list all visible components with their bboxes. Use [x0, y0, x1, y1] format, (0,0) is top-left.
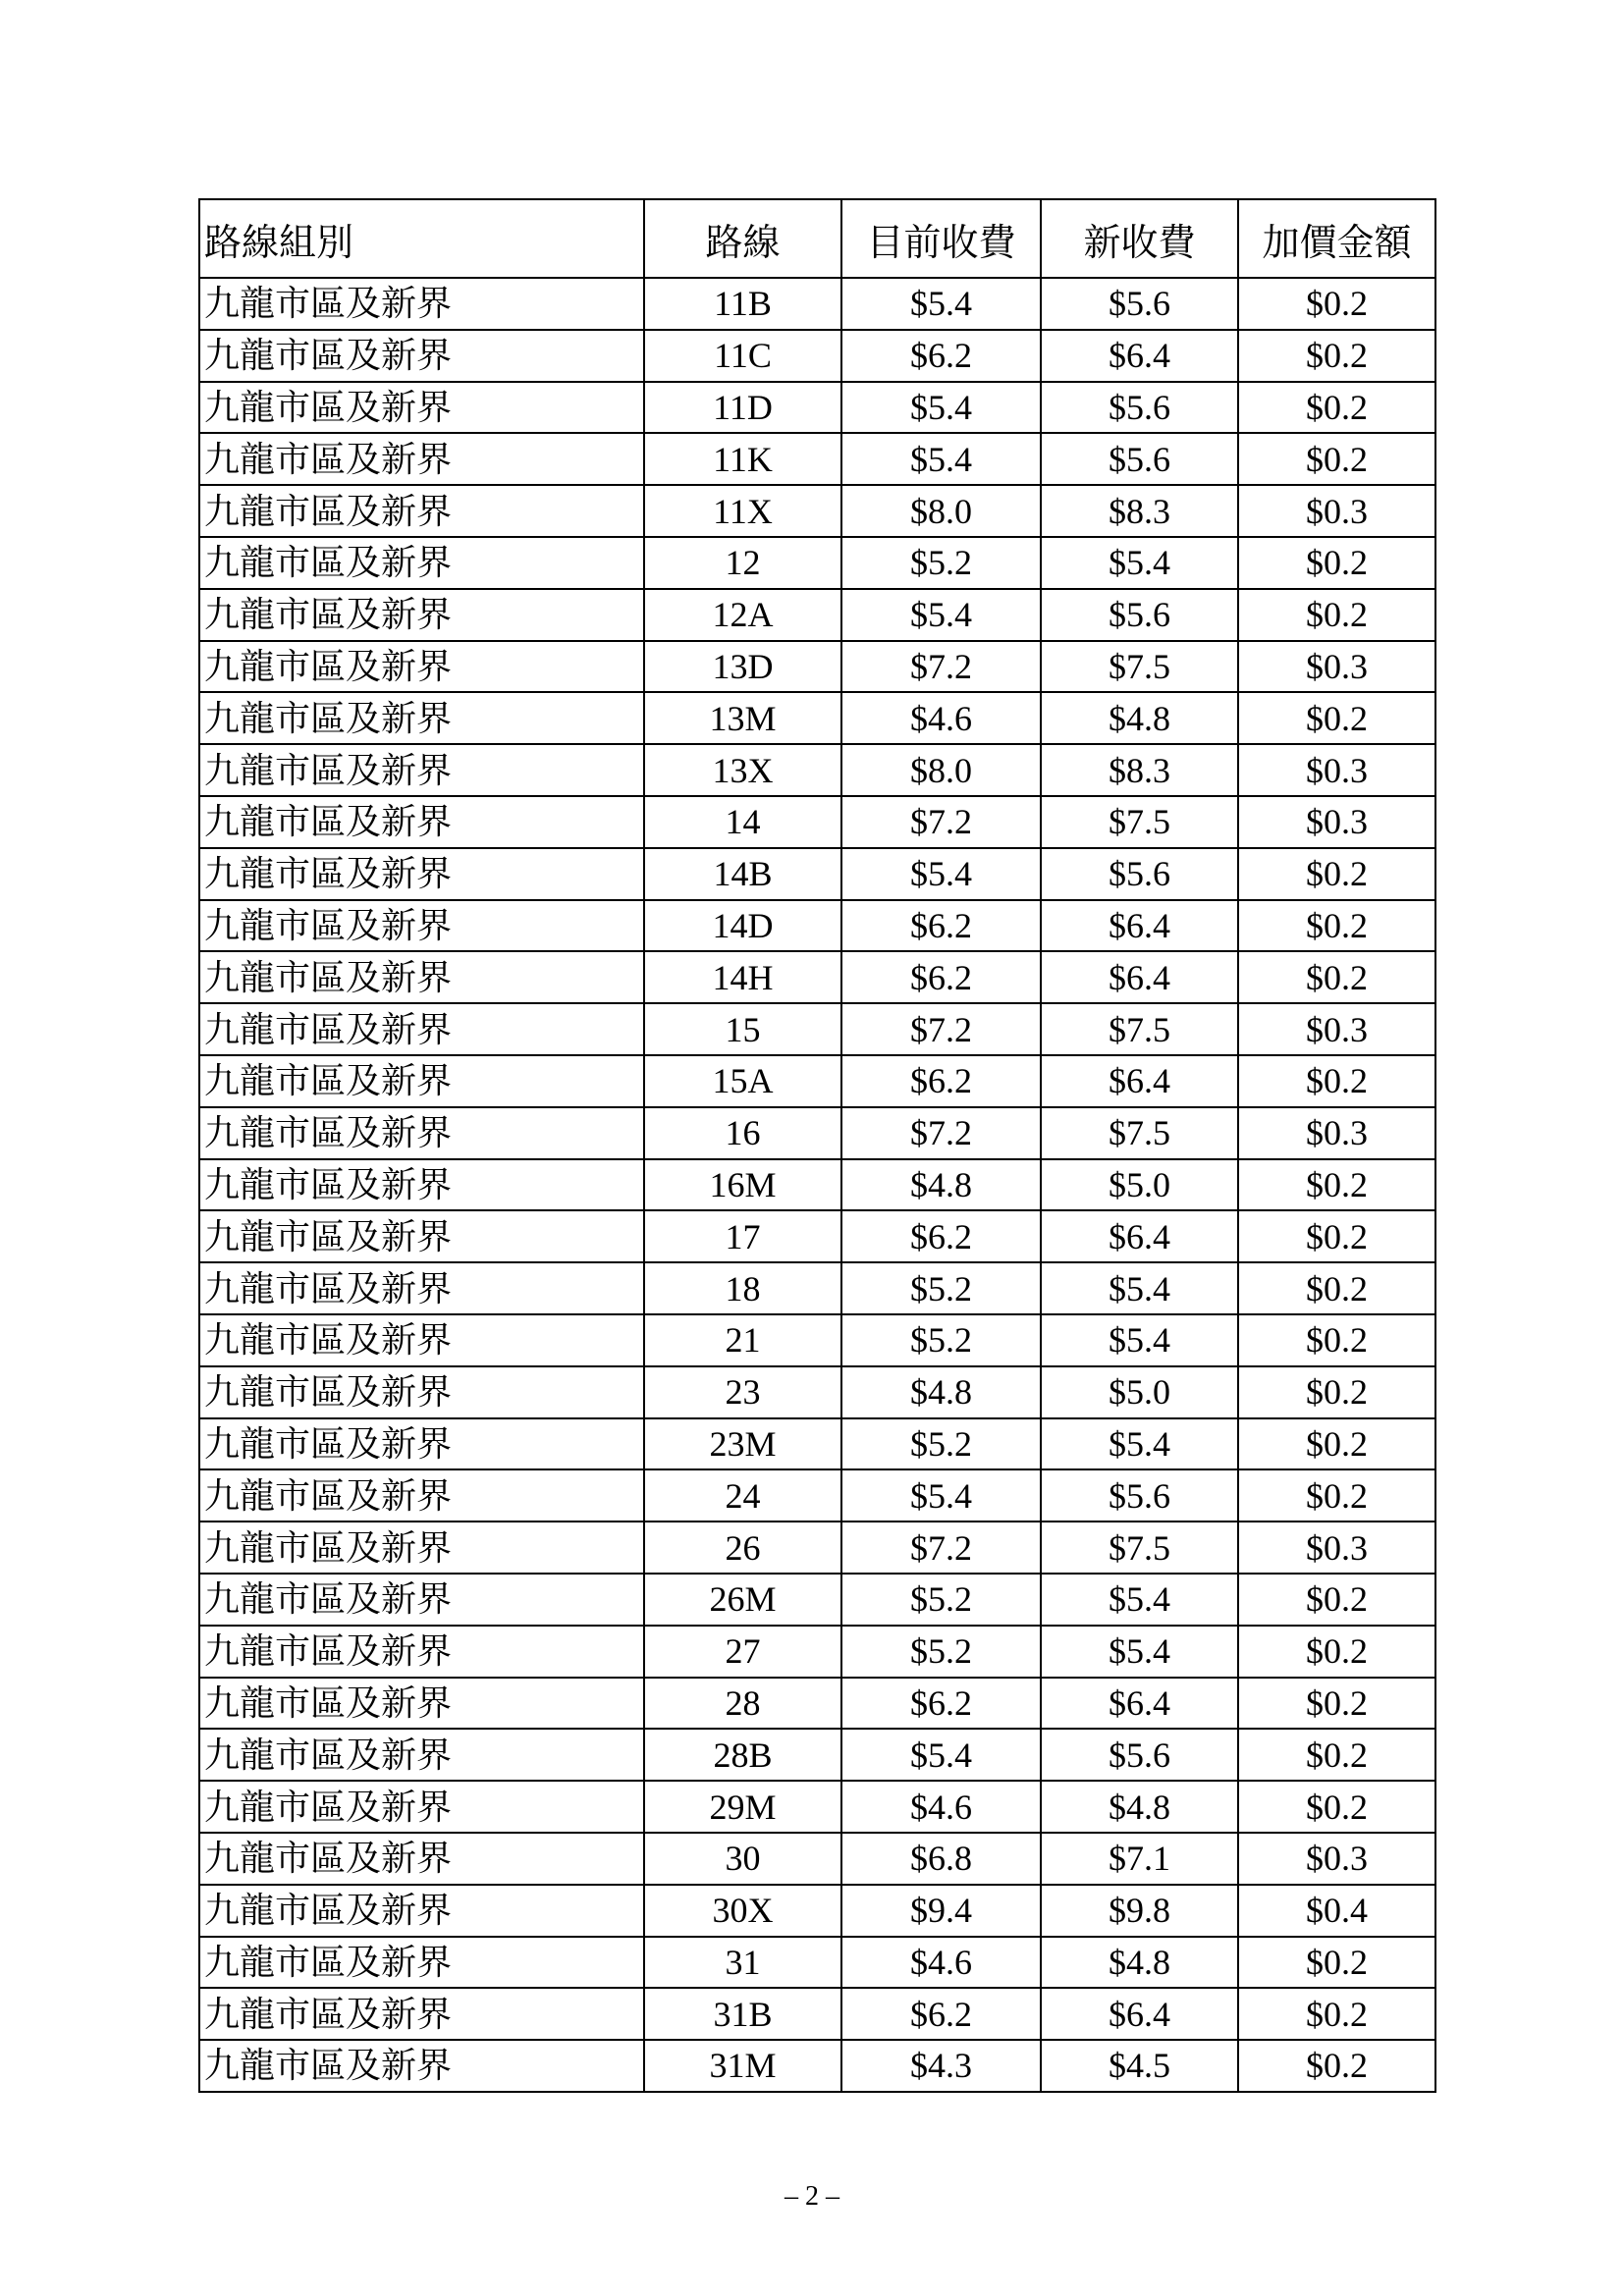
table-row: [199, 382, 1435, 434]
cell-current-fare: $9.4: [841, 1885, 1041, 1937]
cell-current-fare: $5.4: [841, 1729, 1041, 1781]
page-number: – 2 –: [785, 2181, 839, 2212]
cell-route: 23M: [644, 1418, 841, 1470]
table-row: [199, 796, 1435, 848]
cell-route: 12A: [644, 589, 841, 641]
cell-new-fare: $5.6: [1041, 1729, 1238, 1781]
cell-current-fare: $5.4: [841, 1469, 1041, 1522]
cell-route: 28B: [644, 1729, 841, 1781]
cell-route: 13M: [644, 692, 841, 744]
cell-new-fare: $5.6: [1041, 382, 1238, 434]
cell-new-fare: $8.3: [1041, 485, 1238, 537]
table-row: [199, 1833, 1435, 1885]
table-row: [199, 1469, 1435, 1522]
table-row: [199, 1366, 1435, 1418]
cell-current-fare: $5.2: [841, 1314, 1041, 1366]
cell-new-fare: $5.6: [1041, 1469, 1238, 1522]
cell-route: 21: [644, 1314, 841, 1366]
cell-new-fare: $5.6: [1041, 589, 1238, 641]
cell-current-fare: $5.4: [841, 278, 1041, 330]
cell-route: 11K: [644, 433, 841, 485]
cell-current-fare: $5.2: [841, 1262, 1041, 1314]
cell-increase: $0.4: [1238, 1885, 1435, 1937]
cell-route: 30X: [644, 1885, 841, 1937]
cell-new-fare: $5.6: [1041, 278, 1238, 330]
cell-increase: $0.3: [1238, 744, 1435, 796]
table-row: [199, 951, 1435, 1003]
table-body: [199, 278, 1435, 2092]
cell-new-fare: $6.4: [1041, 951, 1238, 1003]
cell-new-fare: $7.5: [1041, 641, 1238, 693]
table-row: [199, 485, 1435, 537]
cell-increase: $0.2: [1238, 1159, 1435, 1211]
cell-current-fare: $4.6: [841, 692, 1041, 744]
cell-route-group: 九龍市區及新界: [199, 278, 644, 330]
cell-route: 24: [644, 1469, 841, 1522]
table-row: [199, 1574, 1435, 1626]
cell-current-fare: $5.4: [841, 589, 1041, 641]
table-row: [199, 1522, 1435, 1574]
table-row: [199, 692, 1435, 744]
cell-route: 30: [644, 1833, 841, 1885]
cell-increase: $0.2: [1238, 1937, 1435, 1989]
cell-route: 26M: [644, 1574, 841, 1626]
cell-increase: $0.2: [1238, 692, 1435, 744]
cell-increase: $0.2: [1238, 1988, 1435, 2040]
table-row: [199, 1988, 1435, 2040]
cell-increase: $0.3: [1238, 485, 1435, 537]
cell-route: 12: [644, 537, 841, 589]
cell-new-fare: $7.5: [1041, 1522, 1238, 1574]
cell-increase: $0.2: [1238, 848, 1435, 900]
cell-new-fare: $6.4: [1041, 1678, 1238, 1730]
cell-current-fare: $7.2: [841, 641, 1041, 693]
cell-route: 18: [644, 1262, 841, 1314]
table-row: [199, 278, 1435, 330]
cell-route: 15A: [644, 1055, 841, 1107]
cell-current-fare: $5.4: [841, 433, 1041, 485]
cell-route: 11D: [644, 382, 841, 434]
cell-current-fare: $6.2: [841, 1678, 1041, 1730]
table-row: [199, 744, 1435, 796]
cell-increase: $0.2: [1238, 1678, 1435, 1730]
table-row: [199, 1729, 1435, 1781]
cell-current-fare: $4.3: [841, 2040, 1041, 2092]
cell-increase: $0.2: [1238, 1781, 1435, 1833]
cell-new-fare: $5.4: [1041, 1314, 1238, 1366]
cell-increase: $0.2: [1238, 1262, 1435, 1314]
cell-increase: $0.2: [1238, 589, 1435, 641]
cell-increase: $0.2: [1238, 1729, 1435, 1781]
cell-new-fare: $6.4: [1041, 330, 1238, 382]
cell-new-fare: $4.8: [1041, 692, 1238, 744]
table-row: [199, 1159, 1435, 1211]
table-header-row: [199, 199, 1435, 278]
cell-route-group: 九龍市區及新界: [199, 1107, 644, 1159]
cell-new-fare: $5.4: [1041, 537, 1238, 589]
header-route-group: 路線組別: [199, 199, 644, 278]
cell-route-group: 九龍市區及新界: [199, 330, 644, 382]
cell-increase: $0.2: [1238, 1210, 1435, 1262]
cell-new-fare: $7.5: [1041, 796, 1238, 848]
table-row: [199, 1885, 1435, 1937]
cell-new-fare: $8.3: [1041, 744, 1238, 796]
table-row: [199, 1314, 1435, 1366]
cell-route-group: 九龍市區及新界: [199, 589, 644, 641]
fare-table: [198, 198, 1436, 2093]
cell-route: 27: [644, 1626, 841, 1678]
cell-route-group: 九龍市區及新界: [199, 1262, 644, 1314]
cell-route-group: 九龍市區及新界: [199, 1210, 644, 1262]
cell-new-fare: $4.8: [1041, 1937, 1238, 1989]
cell-route-group: 九龍市區及新界: [199, 1833, 644, 1885]
cell-route-group: 九龍市區及新界: [199, 1729, 644, 1781]
cell-route-group: 九龍市區及新界: [199, 1366, 644, 1418]
cell-route-group: 九龍市區及新界: [199, 1937, 644, 1989]
table-row: [199, 1678, 1435, 1730]
cell-current-fare: $5.2: [841, 1574, 1041, 1626]
cell-route: 31M: [644, 2040, 841, 2092]
cell-route-group: 九龍市區及新界: [199, 1314, 644, 1366]
table-row: [199, 1262, 1435, 1314]
cell-new-fare: $5.4: [1041, 1626, 1238, 1678]
cell-increase: $0.2: [1238, 2040, 1435, 2092]
cell-route-group: 九龍市區及新界: [199, 485, 644, 537]
cell-increase: $0.3: [1238, 1003, 1435, 1055]
cell-new-fare: $5.4: [1041, 1418, 1238, 1470]
cell-route: 11C: [644, 330, 841, 382]
cell-increase: $0.2: [1238, 900, 1435, 952]
cell-current-fare: $8.0: [841, 485, 1041, 537]
cell-route-group: 九龍市區及新界: [199, 1885, 644, 1937]
cell-new-fare: $5.0: [1041, 1366, 1238, 1418]
cell-current-fare: $8.0: [841, 744, 1041, 796]
table-row: [199, 433, 1435, 485]
cell-route-group: 九龍市區及新界: [199, 537, 644, 589]
cell-current-fare: $5.2: [841, 537, 1041, 589]
cell-route-group: 九龍市區及新界: [199, 641, 644, 693]
cell-route: 14H: [644, 951, 841, 1003]
table-row: [199, 1937, 1435, 1989]
cell-increase: $0.2: [1238, 1418, 1435, 1470]
cell-route: 31B: [644, 1988, 841, 2040]
cell-new-fare: $6.4: [1041, 1988, 1238, 2040]
cell-route-group: 九龍市區及新界: [199, 382, 644, 434]
cell-current-fare: $6.8: [841, 1833, 1041, 1885]
cell-route-group: 九龍市區及新界: [199, 900, 644, 952]
table-row: [199, 2040, 1435, 2092]
cell-current-fare: $4.8: [841, 1159, 1041, 1211]
cell-increase: $0.3: [1238, 641, 1435, 693]
cell-current-fare: $6.2: [841, 330, 1041, 382]
cell-route: 23: [644, 1366, 841, 1418]
cell-current-fare: $5.4: [841, 848, 1041, 900]
cell-route-group: 九龍市區及新界: [199, 2040, 644, 2092]
cell-new-fare: $4.8: [1041, 1781, 1238, 1833]
cell-increase: $0.2: [1238, 330, 1435, 382]
cell-new-fare: $6.4: [1041, 900, 1238, 952]
table-row: [199, 1210, 1435, 1262]
cell-increase: $0.2: [1238, 1626, 1435, 1678]
cell-route: 16: [644, 1107, 841, 1159]
cell-new-fare: $5.4: [1041, 1262, 1238, 1314]
cell-route: 15: [644, 1003, 841, 1055]
cell-route-group: 九龍市區及新界: [199, 1626, 644, 1678]
cell-route-group: 九龍市區及新界: [199, 1988, 644, 2040]
cell-route: 11B: [644, 278, 841, 330]
cell-increase: $0.2: [1238, 1055, 1435, 1107]
cell-current-fare: $4.6: [841, 1937, 1041, 1989]
cell-increase: $0.2: [1238, 1314, 1435, 1366]
cell-route: 31: [644, 1937, 841, 1989]
cell-current-fare: $5.2: [841, 1626, 1041, 1678]
cell-route-group: 九龍市區及新界: [199, 433, 644, 485]
cell-new-fare: $7.5: [1041, 1003, 1238, 1055]
cell-current-fare: $4.8: [841, 1366, 1041, 1418]
cell-new-fare: $5.0: [1041, 1159, 1238, 1211]
cell-current-fare: $6.2: [841, 900, 1041, 952]
cell-increase: $0.2: [1238, 278, 1435, 330]
cell-new-fare: $5.6: [1041, 433, 1238, 485]
cell-route: 14D: [644, 900, 841, 952]
cell-increase: $0.2: [1238, 951, 1435, 1003]
cell-current-fare: $4.6: [841, 1781, 1041, 1833]
cell-route-group: 九龍市區及新界: [199, 1469, 644, 1522]
table-row: [199, 330, 1435, 382]
cell-increase: $0.3: [1238, 1522, 1435, 1574]
header-new-fare: 新收費: [1041, 199, 1238, 278]
cell-current-fare: $6.2: [841, 1210, 1041, 1262]
cell-current-fare: $6.2: [841, 1988, 1041, 2040]
cell-route-group: 九龍市區及新界: [199, 744, 644, 796]
cell-route-group: 九龍市區及新界: [199, 1055, 644, 1107]
cell-route-group: 九龍市區及新界: [199, 1522, 644, 1574]
cell-current-fare: $5.4: [841, 382, 1041, 434]
table-row: [199, 900, 1435, 952]
cell-route-group: 九龍市區及新界: [199, 692, 644, 744]
cell-route-group: 九龍市區及新界: [199, 1003, 644, 1055]
table-row: [199, 1003, 1435, 1055]
cell-route-group: 九龍市區及新界: [199, 1781, 644, 1833]
cell-new-fare: $9.8: [1041, 1885, 1238, 1937]
cell-increase: $0.2: [1238, 1366, 1435, 1418]
cell-route-group: 九龍市區及新界: [199, 951, 644, 1003]
cell-route-group: 九龍市區及新界: [199, 1418, 644, 1470]
table-row: [199, 1055, 1435, 1107]
cell-current-fare: $7.2: [841, 796, 1041, 848]
cell-route: 28: [644, 1678, 841, 1730]
header-route: 路線: [644, 199, 841, 278]
cell-current-fare: $7.2: [841, 1107, 1041, 1159]
cell-current-fare: $7.2: [841, 1522, 1041, 1574]
cell-new-fare: $7.5: [1041, 1107, 1238, 1159]
cell-route: 14B: [644, 848, 841, 900]
cell-route-group: 九龍市區及新界: [199, 1159, 644, 1211]
cell-increase: $0.2: [1238, 382, 1435, 434]
cell-route-group: 九龍市區及新界: [199, 1574, 644, 1626]
cell-route: 16M: [644, 1159, 841, 1211]
cell-new-fare: $6.4: [1041, 1210, 1238, 1262]
cell-new-fare: $5.6: [1041, 848, 1238, 900]
cell-route-group: 九龍市區及新界: [199, 1678, 644, 1730]
cell-increase: $0.2: [1238, 433, 1435, 485]
cell-route: 17: [644, 1210, 841, 1262]
table-row: [199, 1418, 1435, 1470]
cell-new-fare: $4.5: [1041, 2040, 1238, 2092]
cell-new-fare: $7.1: [1041, 1833, 1238, 1885]
cell-route: 13D: [644, 641, 841, 693]
table-row: [199, 1107, 1435, 1159]
cell-current-fare: $5.2: [841, 1418, 1041, 1470]
cell-route: 29M: [644, 1781, 841, 1833]
cell-route-group: 九龍市區及新界: [199, 796, 644, 848]
cell-increase: $0.2: [1238, 1469, 1435, 1522]
table-row: [199, 589, 1435, 641]
table-row: [199, 641, 1435, 693]
table-row: [199, 1626, 1435, 1678]
cell-new-fare: $5.4: [1041, 1574, 1238, 1626]
cell-increase: $0.3: [1238, 796, 1435, 848]
table-row: [199, 537, 1435, 589]
header-current-fare: 目前收費: [841, 199, 1041, 278]
cell-route: 11X: [644, 485, 841, 537]
cell-route-group: 九龍市區及新界: [199, 848, 644, 900]
cell-route: 26: [644, 1522, 841, 1574]
cell-current-fare: $6.2: [841, 951, 1041, 1003]
table-row: [199, 848, 1435, 900]
cell-route: 13X: [644, 744, 841, 796]
table-row: [199, 1781, 1435, 1833]
cell-current-fare: $6.2: [841, 1055, 1041, 1107]
cell-increase: $0.3: [1238, 1833, 1435, 1885]
cell-increase: $0.2: [1238, 1574, 1435, 1626]
cell-route: 14: [644, 796, 841, 848]
cell-increase: $0.3: [1238, 1107, 1435, 1159]
header-increase: 加價金額: [1238, 199, 1435, 278]
cell-current-fare: $7.2: [841, 1003, 1041, 1055]
cell-increase: $0.2: [1238, 537, 1435, 589]
cell-new-fare: $6.4: [1041, 1055, 1238, 1107]
